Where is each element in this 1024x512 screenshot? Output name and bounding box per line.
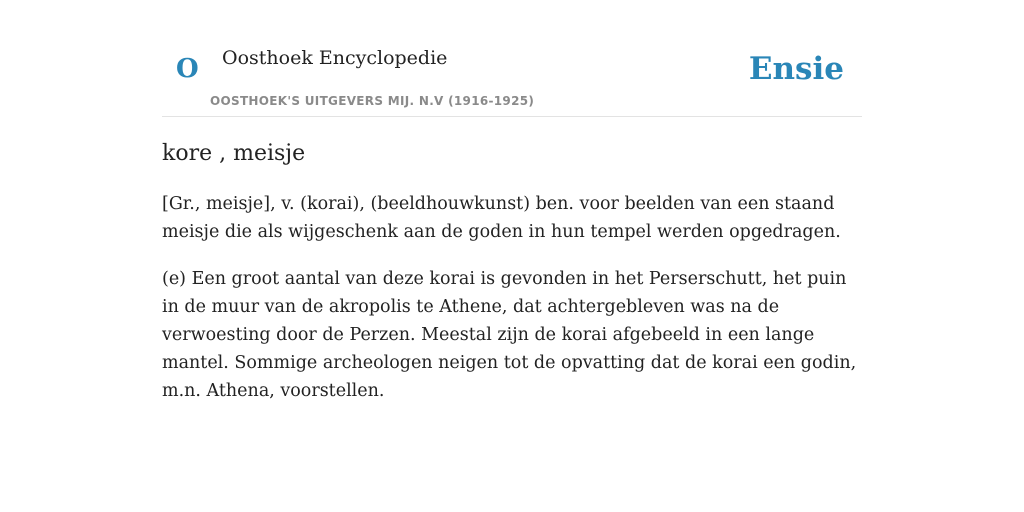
- entry-content: [162, 138, 862, 424]
- header: [162, 40, 862, 117]
- entry-paragraph-description: (e) Een groot aantal van deze korai is gevonden in het Perserschutt, het puin in de muur van de akropolis te Athene, dat achtergebleven was na de verwoesting door de Perzen. Meestal zijn de korai afgebeeld in een lange mantel. Sommige archeologen neigen tot de opvatting dat de korai een godin, m.n. Athena, voorstellen.: [162, 269, 857, 401]
- entry-paragraph-definition: [Gr., meisje], v. (korai), (beeldhouwkunst) ben. voor beelden van een staand meisje die als wijgeschenk aan de goden in hun tempel werden opgedragen.: [162, 194, 841, 242]
- book-logo-letter: O: [176, 54, 199, 84]
- ensie-logo-link[interactable]: Ensie: [748, 51, 844, 87]
- publisher-subtitle: OOSTHOEK'S UITGEVERS MIJ. N.V (1916-1925): [210, 94, 535, 108]
- entry-title: kore , meisje: [162, 141, 306, 166]
- book-title[interactable]: Oosthoek Encyclopedie: [222, 47, 448, 69]
